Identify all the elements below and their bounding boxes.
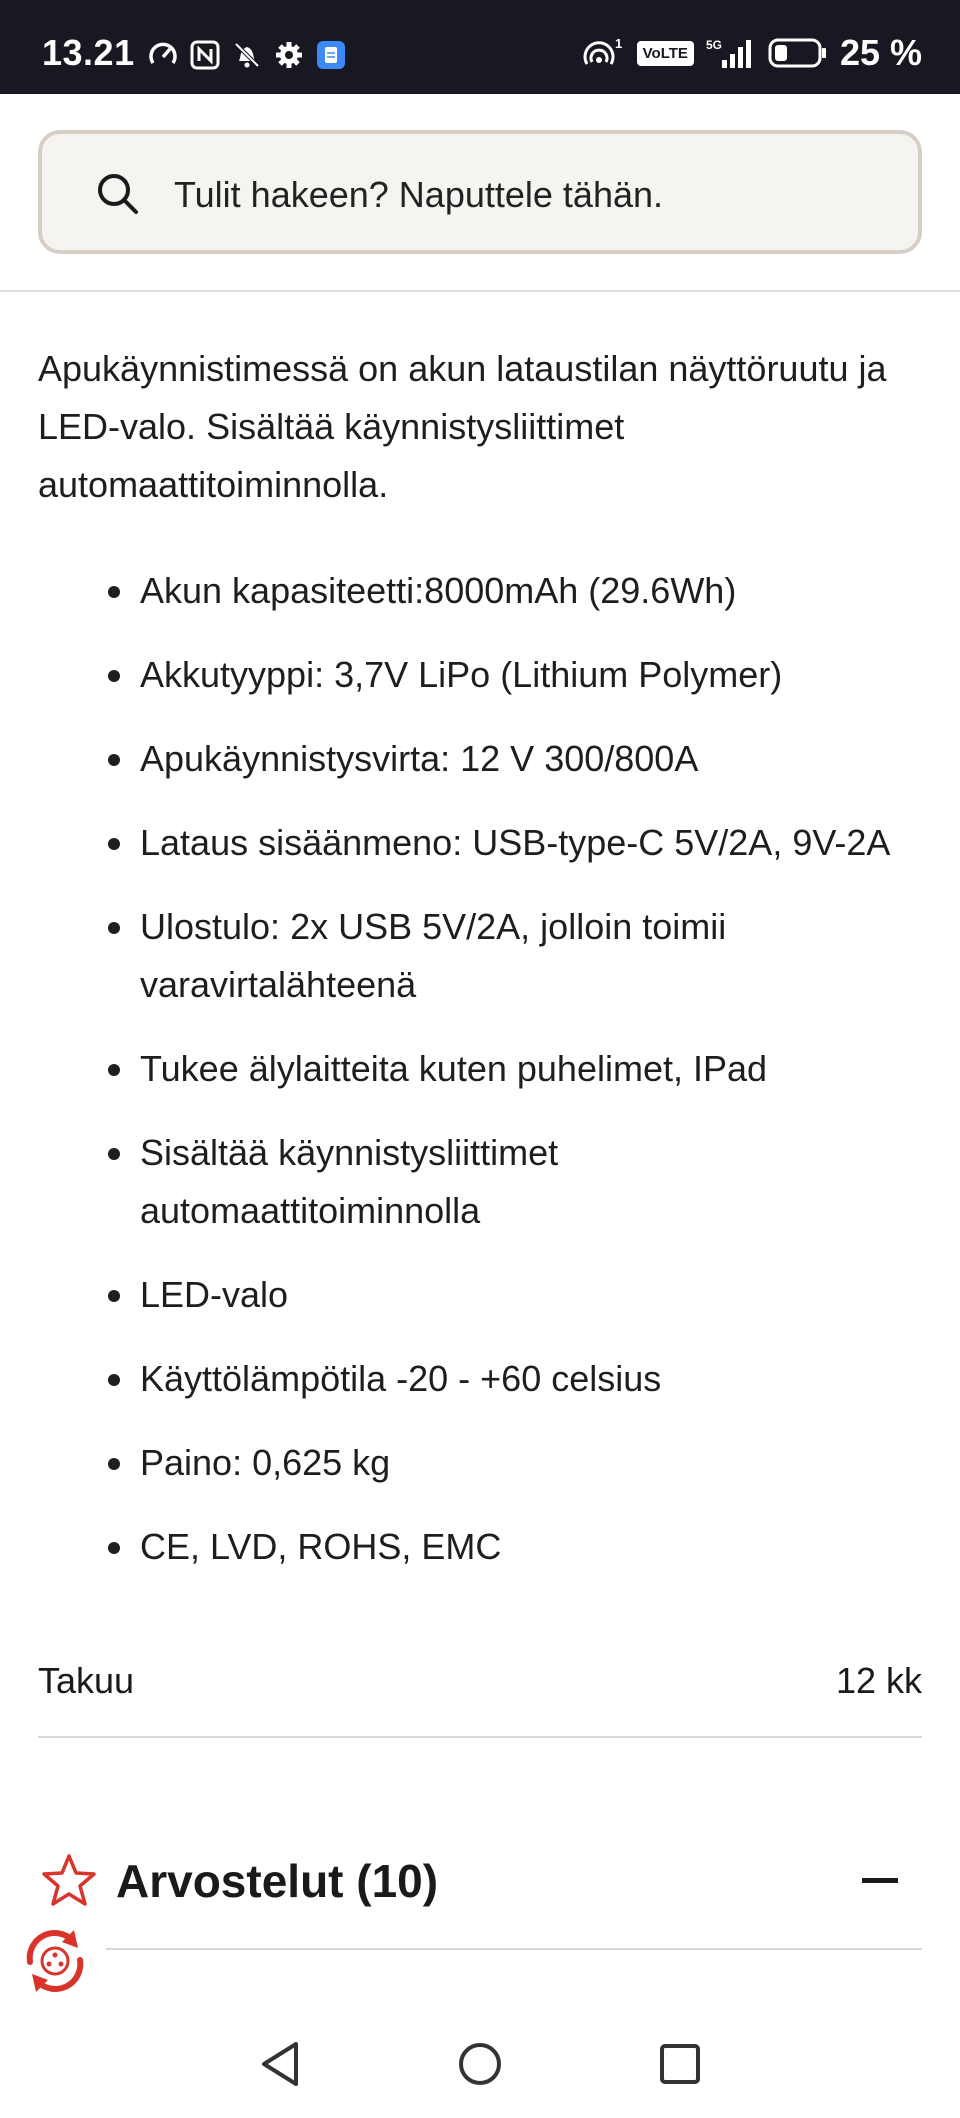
spec-text: Paino: 0,625 kg	[140, 1442, 391, 1483]
spec-text: LED-valo	[140, 1274, 289, 1315]
spec-text: Apukäynnistysvirta: 12 V 300/800A	[140, 738, 699, 779]
refresh-badge-icon	[16, 1987, 94, 2004]
list-item	[38, 646, 922, 704]
status-bar	[0, 0, 960, 94]
status-right-icons	[581, 32, 922, 74]
bullet-icon	[108, 754, 120, 766]
svg-text:5G: 5G	[705, 38, 722, 52]
speedometer-icon	[146, 38, 180, 72]
bullet-icon	[108, 1458, 120, 1470]
list-item	[38, 1434, 922, 1492]
bullet-icon	[108, 586, 120, 598]
hotspot-icon	[581, 36, 625, 70]
list-item	[38, 1350, 922, 1408]
bell-off-icon	[230, 38, 264, 72]
search-icon	[94, 170, 142, 218]
bullet-icon	[108, 1064, 120, 1076]
bullet-icon	[108, 838, 120, 850]
floating-widget-button[interactable]	[16, 1922, 94, 2000]
list-item	[38, 1040, 922, 1098]
svg-text:1: 1	[614, 36, 622, 51]
spec-text: CE, LVD, ROHS, EMC	[140, 1526, 502, 1567]
battery-icon	[768, 36, 828, 70]
spec-text: Sisältää käynnistysliittimet automaattitoiminnolla	[140, 1132, 559, 1231]
bullet-icon	[108, 1542, 120, 1554]
signal-icon	[706, 36, 756, 70]
status-left-icons	[146, 38, 348, 72]
list-item	[38, 730, 922, 788]
list-item	[38, 898, 922, 1014]
list-item	[38, 562, 922, 620]
list-item	[38, 814, 922, 872]
bullet-icon	[108, 1374, 120, 1386]
warranty-row	[38, 1652, 922, 1738]
spec-text: Akun kapasiteetti:8000mAh (29.6Wh)	[140, 570, 737, 611]
star-icon	[40, 1852, 98, 1910]
status-time: 13.21	[42, 32, 135, 73]
spec-text: Ulostulo: 2x USB 5V/2A, jolloin toimii varavirtalähteenä	[140, 906, 727, 1005]
volte-icon: VoLTE	[637, 41, 694, 66]
app-notification-icon	[314, 38, 348, 72]
spec-text: Tukee älylaitteita kuten puhelimet, IPad	[140, 1048, 768, 1089]
bullet-icon	[108, 1290, 120, 1302]
spec-text: Lataus sisäänmeno: USB-type-C 5V/2A, 9V-2A	[140, 822, 891, 863]
collapse-icon[interactable]	[862, 1878, 898, 1883]
spec-text: Akkutyyppi: 3,7V LiPo (Lithium Polymer)	[140, 654, 783, 695]
spec-text: Käyttölämpötila -20 - +60 celsius	[140, 1358, 662, 1399]
reviews-accordion-header[interactable]	[38, 1848, 922, 1950]
recents-icon[interactable]	[656, 2040, 704, 2088]
bullet-icon	[108, 922, 120, 934]
settings-icon	[272, 38, 306, 72]
list-item	[38, 1124, 922, 1240]
system-nav-bar	[0, 2010, 960, 2118]
spec-list	[38, 562, 922, 1602]
battery-percent: 25 %	[839, 32, 922, 73]
list-item	[38, 1518, 922, 1576]
product-description: Apukäynnistimessä on akun lataustilan näyttöruutu ja LED-valo. Sisältää käynnistysliittimet automaattitoiminnolla.	[38, 348, 887, 505]
warranty-label: Takuu	[38, 1660, 135, 1701]
home-icon[interactable]	[456, 2040, 504, 2088]
warranty-value: 12 kk	[835, 1660, 922, 1701]
bullet-icon	[108, 1148, 120, 1160]
back-icon[interactable]	[256, 2040, 304, 2088]
list-item	[38, 1266, 922, 1324]
header-divider	[0, 290, 960, 292]
reviews-divider	[106, 1948, 922, 1950]
reviews-title: Arvostelut (10)	[116, 1855, 439, 1907]
bullet-icon	[108, 670, 120, 682]
nfc-icon	[188, 38, 222, 72]
search-input[interactable]	[38, 130, 922, 254]
search-placeholder: Tulit hakeen? Naputtele tähän.	[174, 174, 664, 215]
